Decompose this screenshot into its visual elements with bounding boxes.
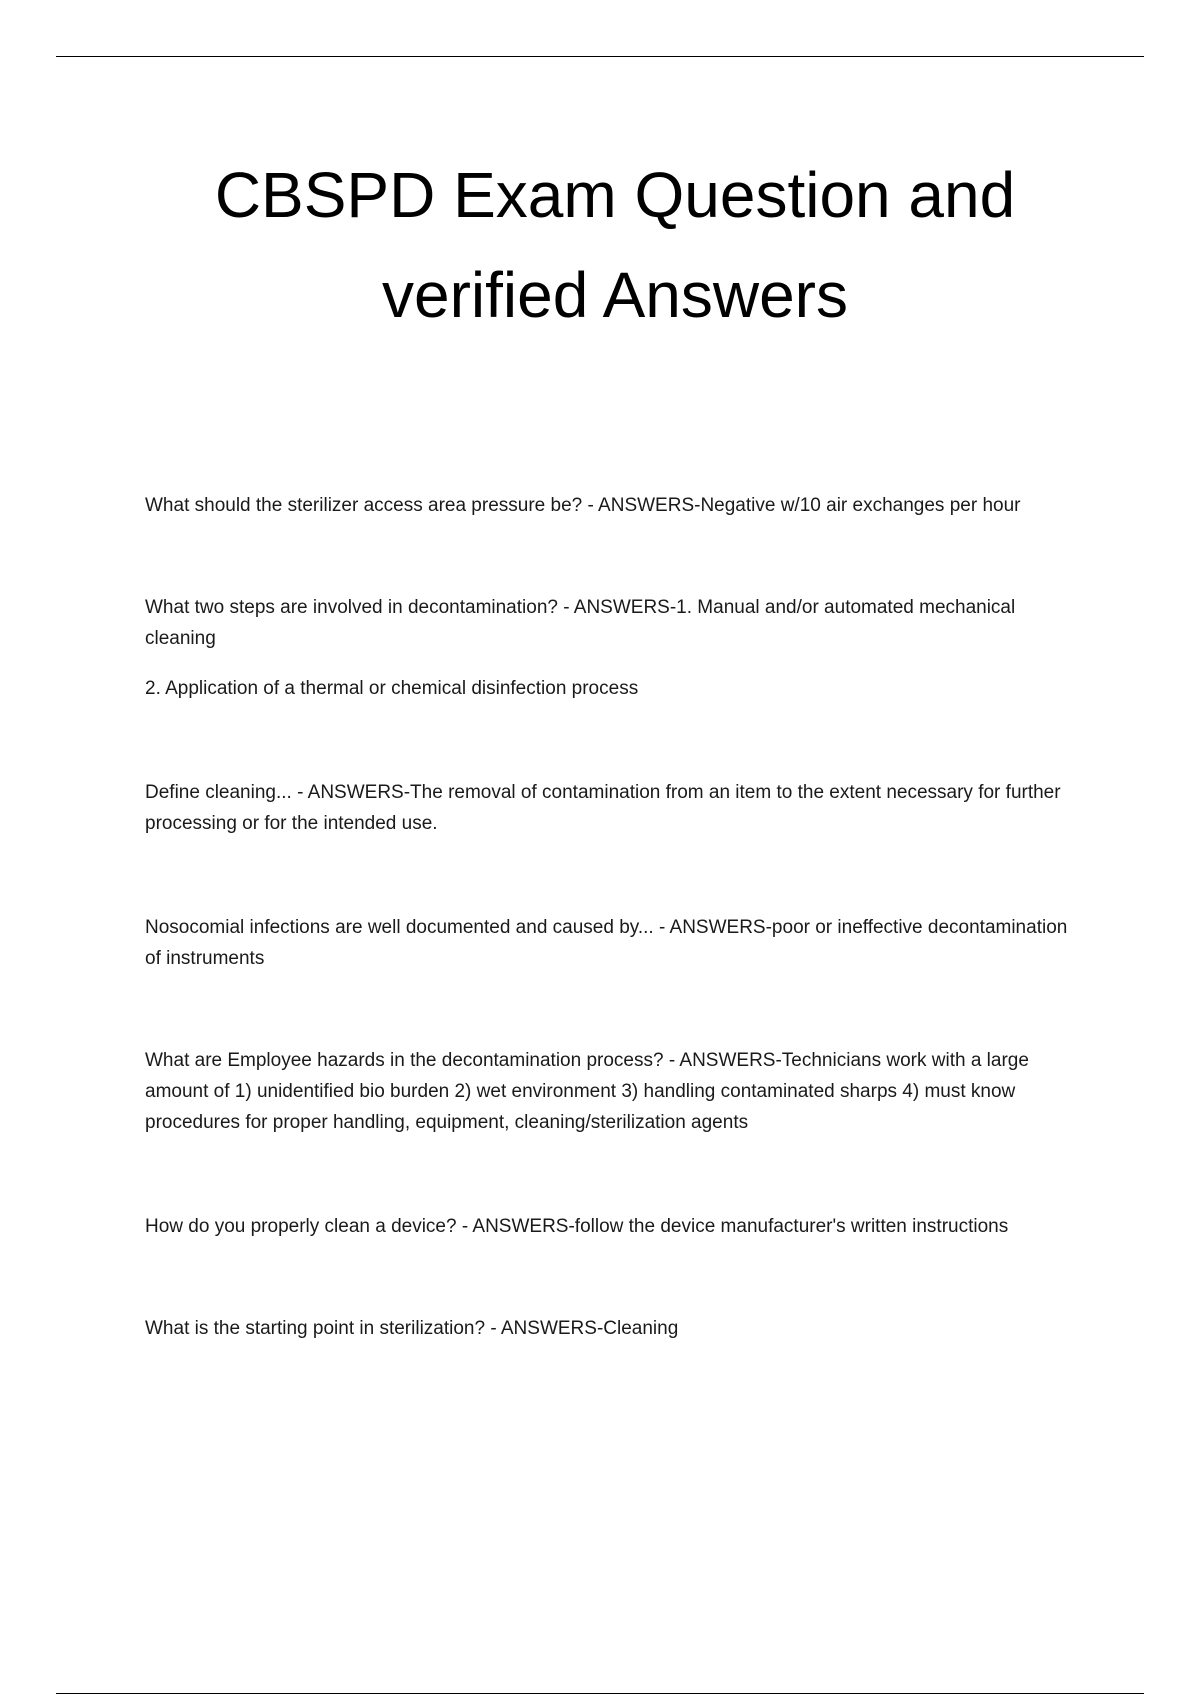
top-rule bbox=[56, 56, 1144, 57]
qa-paragraph: What two steps are involved in decontamination? - ANSWERS-1. Manual and/or automated mechanical cleaning bbox=[145, 597, 1016, 649]
document-title bbox=[80, 145, 1150, 345]
qa-item-3 bbox=[145, 777, 1085, 839]
qa-paragraph: Define cleaning... - ANSWERS-The removal of contamination from an item to the extent necessary for further processing or for the intended use. bbox=[145, 782, 1061, 834]
title-line-1: CBSPD Exam Question and bbox=[214, 159, 1016, 231]
qa-item-5 bbox=[145, 1045, 1085, 1138]
qa-item-4 bbox=[145, 912, 1085, 974]
title-line-2: verified Answers bbox=[382, 259, 848, 331]
qa-paragraph: What should the sterilizer access area pressure be? - ANSWERS-Negative w/10 air exchanges per hour bbox=[145, 495, 1021, 516]
bottom-rule bbox=[56, 1693, 1144, 1694]
qa-item-2 bbox=[145, 592, 1085, 704]
qa-paragraph: What is the starting point in sterilization? - ANSWERS-Cleaning bbox=[145, 1318, 679, 1339]
qa-paragraph: How do you properly clean a device? - ANSWERS-follow the device manufacturer's written instructions bbox=[145, 1216, 1009, 1237]
qa-item-1 bbox=[145, 490, 1085, 521]
qa-paragraph: What are Employee hazards in the decontamination process? - ANSWERS-Technicians work with a large amount of 1) unidentified bio burden 2) wet environment 3) handling contaminated sharps 4) must know procedures for proper handling, equipment, cleaning/sterilization agents bbox=[145, 1050, 1029, 1133]
qa-item-6 bbox=[145, 1211, 1085, 1242]
qa-item-7 bbox=[145, 1313, 1085, 1344]
qa-paragraph: 2. Application of a thermal or chemical disinfection process bbox=[145, 678, 639, 699]
qa-paragraph: Nosocomial infections are well documented and caused by... - ANSWERS-poor or ineffective decontamination of instruments bbox=[145, 917, 1068, 969]
